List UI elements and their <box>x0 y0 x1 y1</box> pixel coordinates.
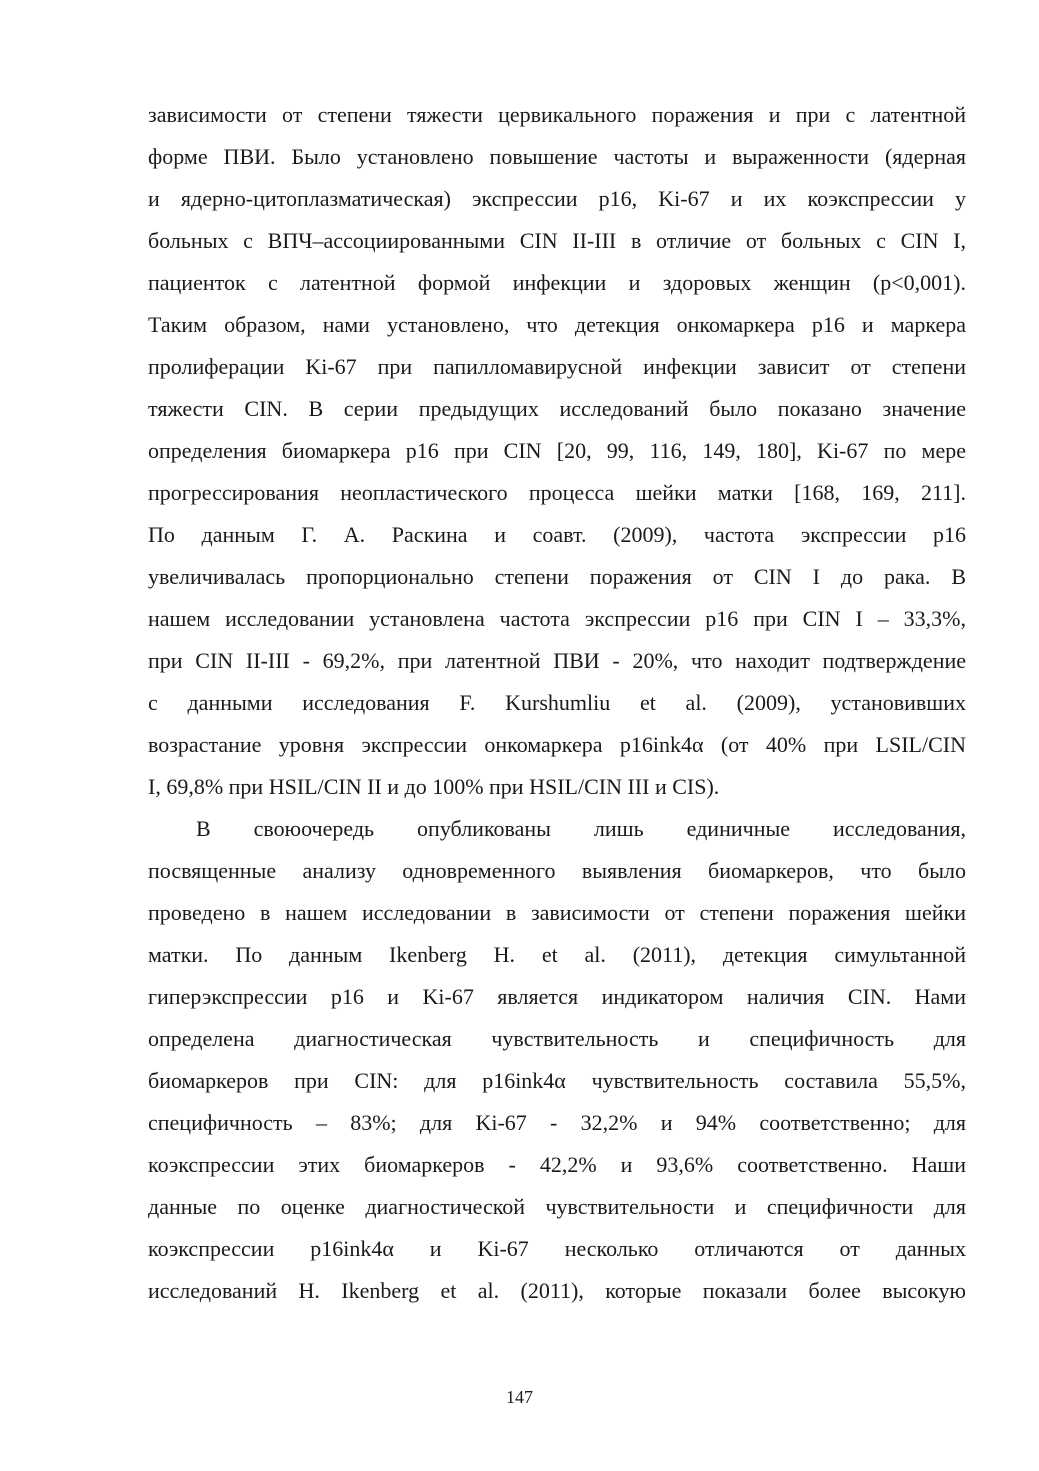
paragraph-2 <box>148 808 966 1312</box>
text-line: форме ПВИ. Было установлено повышение частоты и выраженности (ядерная <box>148 144 966 169</box>
text-line: больных с ВПЧ–ассоциированными CIN II-III в отличие от больных с CIN I, <box>148 228 966 253</box>
text-line: В своюочередь опубликованы лишь единичные исследования, <box>196 816 966 841</box>
text-line: специфичность – 83%; для Ki-67 - 32,2% и 94% соответственно; для <box>148 1110 966 1135</box>
text-line: По данным Г. А. Раскина и соавт. (2009), частота экспрессии p16 <box>148 522 966 547</box>
body-text <box>148 94 966 1312</box>
text-line: с данными исследования F. Kurshumliu et al. (2009), установивших <box>148 690 966 715</box>
text-line: определена диагностическая чувствительность и специфичность для <box>148 1026 966 1051</box>
text-line: пролиферации Ki-67 при папилломавирусной инфекции зависит от степени <box>148 354 966 379</box>
text-line: исследований H. Ikenberg et al. (2011), которые показали более высокую <box>148 1278 966 1303</box>
text-line: при CIN II-III - 69,2%, при латентной ПВИ - 20%, что находит подтверждение <box>148 648 966 673</box>
text-line: Таким образом, нами установлено, что детекция онкомаркера p16 и маркера <box>148 312 966 337</box>
text-line: проведено в нашем исследовании в зависимости от степени поражения шейки <box>148 900 966 925</box>
text-line: определения биомаркера p16 при CIN [20, 99, 116, 149, 180], Ki-67 по мере <box>148 438 966 463</box>
text-line: данные по оценке диагностической чувствительности и специфичности для <box>148 1194 966 1219</box>
text-line: зависимости от степени тяжести цервикального поражения и при с латентной <box>148 102 966 127</box>
text-line: пациенток с латентной формой инфекции и здоровых женщин (p<0,001). <box>148 270 966 295</box>
paragraph-1 <box>148 94 966 808</box>
text-line: матки. По данным Ikenberg H. et al. (2011), детекция симультанной <box>148 942 966 967</box>
text-line: тяжести CIN. В серии предыдущих исследований было показано значение <box>148 396 966 421</box>
text-line: нашем исследовании установлена частота экспрессии p16 при CIN I – 33,3%, <box>148 606 966 631</box>
text-line: и ядерно-цитоплазматическая) экспрессии p16, Ki-67 и их коэкспрессии у <box>148 186 966 211</box>
text-line: гиперэкспрессии p16 и Ki-67 является индикатором наличия CIN. Нами <box>148 984 966 1009</box>
text-line: возрастание уровня экспрессии онкомаркера p16ink4α (от 40% при LSIL/CIN <box>148 732 966 757</box>
text-line: посвященные анализу одновременного выявления биомаркеров, что было <box>148 858 966 883</box>
text-line: прогрессирования неопластического процесса шейки матки [168, 169, 211]. <box>148 480 966 505</box>
text-line: коэкспрессии этих биомаркеров - 42,2% и 93,6% соответственно. Наши <box>148 1152 966 1177</box>
page-number: 147 <box>506 1387 533 1407</box>
text-line: увеличивалась пропорционально степени поражения от CIN I до рака. В <box>148 564 966 589</box>
text-line: биомаркеров при CIN: для p16ink4α чувствительность составила 55,5%, <box>148 1068 966 1093</box>
text-line: коэкспрессии p16ink4α и Ki-67 несколько отличаются от данных <box>148 1236 966 1261</box>
text-line: I, 69,8% при HSIL/CIN II и до 100% при HSIL/CIN III и CIS). <box>148 774 720 799</box>
